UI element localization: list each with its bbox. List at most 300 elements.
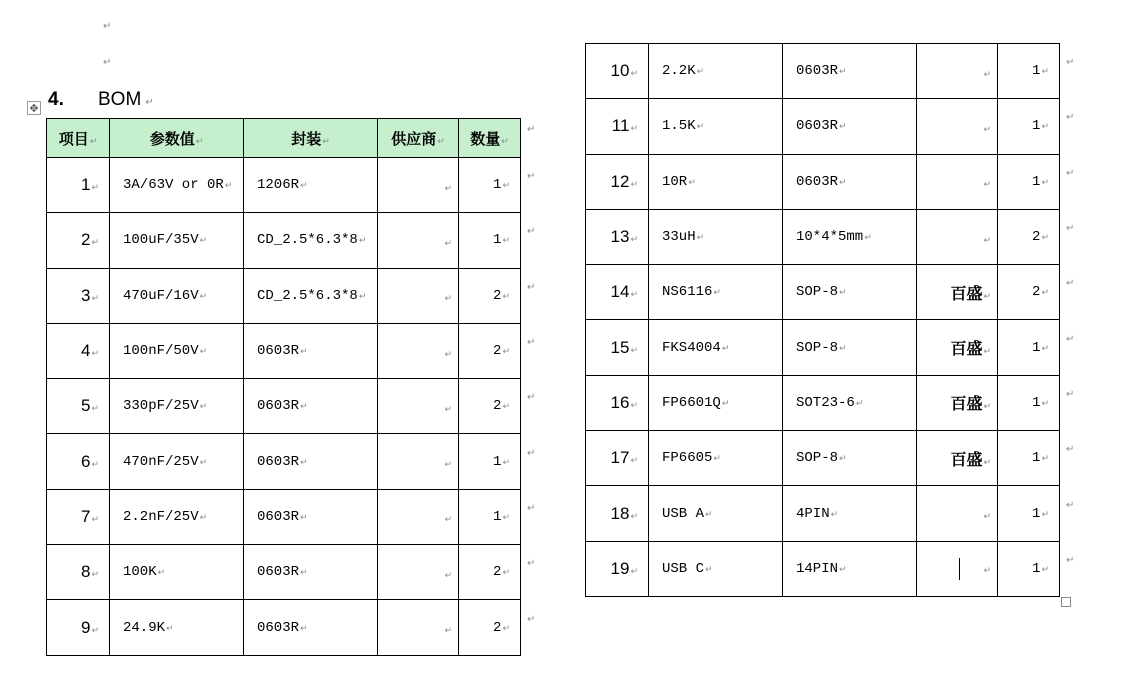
paragraph-mark-icon: ↵ — [502, 347, 510, 358]
paragraph-mark-icon: ↵ — [839, 288, 847, 299]
cell-supplier[interactable] — [378, 213, 459, 268]
cell-supplier[interactable] — [917, 99, 998, 154]
bom-table-left — [46, 118, 521, 656]
paragraph-mark-icon: ↵ — [630, 124, 638, 135]
cell-quantity[interactable] — [998, 486, 1060, 541]
paragraph-mark-icon: ↵ — [839, 343, 847, 354]
cell-package-text: 0603R — [257, 508, 300, 525]
cell-value-text: FP6601Q — [662, 394, 721, 411]
cell-value[interactable] — [110, 434, 244, 489]
cell-value[interactable] — [110, 489, 244, 544]
cell-item-no[interactable] — [47, 268, 110, 323]
cell-package[interactable] — [783, 541, 917, 596]
cell-quantity[interactable] — [998, 320, 1060, 375]
cell-supplier[interactable] — [378, 600, 459, 655]
cell-value[interactable] — [649, 541, 783, 596]
cell-value[interactable] — [649, 320, 783, 375]
table-row — [586, 375, 1060, 430]
paragraph-mark-icon: ↵ — [300, 181, 308, 192]
cell-item-no-text: 13 — [610, 227, 630, 247]
cell-item-no-text: 12 — [610, 171, 630, 191]
paragraph-mark-icon: ↵ — [502, 512, 510, 523]
paragraph-mark-icon: ↵ — [830, 509, 839, 520]
paragraph-mark-icon: ↵ — [839, 177, 847, 188]
bom-table-right — [585, 43, 1060, 597]
row-end-mark-icon: ↵ — [1066, 554, 1075, 566]
cell-quantity-text: 1 — [493, 508, 502, 525]
cell-package-text: 0603R — [257, 398, 300, 415]
cell-value-text: 100K — [123, 564, 157, 581]
cell-item-no-text: 4 — [80, 341, 91, 361]
cell-supplier[interactable] — [917, 154, 998, 209]
cell-quantity-text: 1 — [1032, 339, 1041, 356]
cell-quantity[interactable] — [459, 158, 521, 213]
paragraph-mark-icon: ↵ — [983, 512, 991, 523]
paragraph-mark-icon: ↵ — [444, 238, 452, 249]
cell-quantity[interactable] — [459, 434, 521, 489]
paragraph-mark-icon: ↵ — [696, 67, 705, 78]
paragraph-mark-icon: ↵ — [630, 511, 638, 522]
cell-value[interactable] — [649, 486, 783, 541]
cell-item-no-text: 9 — [80, 617, 91, 637]
cell-package[interactable] — [244, 268, 378, 323]
row-end-mark-icon: ↵ — [527, 124, 536, 135]
paragraph-mark-icon: ↵ — [721, 398, 730, 409]
paragraph-mark-icon: ↵ — [91, 625, 99, 636]
cell-package-text: SOP-8 — [796, 450, 839, 467]
paragraph-mark-icon: ↵ — [157, 568, 166, 579]
cell-supplier[interactable] — [917, 486, 998, 541]
cell-supplier[interactable] — [917, 265, 998, 320]
cell-item-no-text: 1 — [80, 175, 91, 195]
cell-value[interactable] — [649, 265, 783, 320]
cell-package[interactable] — [244, 545, 378, 600]
paragraph-mark-icon: ↵ — [839, 122, 847, 133]
cell-quantity-text: 1 — [1032, 450, 1041, 467]
cell-supplier[interactable] — [917, 375, 998, 430]
cell-item-no[interactable] — [47, 323, 110, 378]
cell-value-text: FP6605 — [662, 450, 713, 467]
paragraph-mark-icon: ↵ — [199, 236, 208, 247]
row-end-mark-icon: ↵ — [527, 558, 536, 570]
table-header-row — [47, 119, 521, 158]
cell-package-text: 4PIN — [796, 505, 830, 522]
cell-item-no[interactable] — [586, 486, 649, 541]
table-resize-handle-icon[interactable] — [1061, 597, 1071, 607]
cell-supplier[interactable] — [378, 379, 459, 434]
cell-item-no[interactable] — [586, 541, 649, 596]
cell-quantity-text: 2 — [493, 343, 502, 360]
cell-package[interactable] — [244, 434, 378, 489]
row-end-mark-icon: ↵ — [527, 613, 536, 625]
cell-item-no[interactable] — [586, 99, 649, 154]
cell-quantity[interactable] — [459, 323, 521, 378]
row-end-mark-icon: ↵ — [527, 281, 536, 293]
cell-supplier[interactable] — [378, 268, 459, 323]
cell-quantity[interactable] — [459, 268, 521, 323]
cell-value-text: FKS4004 — [662, 339, 721, 356]
paragraph-mark-icon: ↵ — [1041, 67, 1049, 78]
row-end-mark-icon: ↵ — [527, 392, 536, 404]
cell-value[interactable] — [649, 44, 783, 99]
cell-quantity[interactable] — [998, 541, 1060, 596]
cell-quantity-text: 1 — [1032, 505, 1041, 522]
cell-item-no[interactable] — [47, 489, 110, 544]
paragraph-mark-icon: ↵ — [630, 179, 638, 190]
paragraph-mark-icon: ↵ — [444, 349, 452, 360]
table-row — [47, 600, 521, 655]
cell-quantity-text: 2 — [493, 564, 502, 581]
paragraph-mark-icon: ↵ — [91, 183, 99, 194]
paragraph-mark-icon: ↵ — [983, 566, 991, 577]
cell-item-no-text: 15 — [610, 337, 630, 357]
cell-quantity[interactable] — [459, 489, 521, 544]
table-row — [586, 320, 1060, 375]
paragraph-mark-icon: ↵ — [630, 290, 638, 301]
paragraph-mark-icon: ↵ — [696, 122, 705, 133]
cell-value[interactable] — [649, 209, 783, 264]
paragraph-mark-icon: ↵ — [1041, 398, 1049, 409]
header-quantity[interactable]: 数量↵ — [459, 119, 521, 158]
paragraph-mark-icon: ↵ — [1041, 233, 1049, 244]
cell-package-text: SOP-8 — [796, 339, 839, 356]
cell-supplier[interactable] — [378, 434, 459, 489]
cell-item-no-text: 3 — [80, 285, 91, 305]
table-row — [47, 379, 521, 434]
cell-supplier[interactable] — [378, 158, 459, 213]
cell-supplier[interactable] — [917, 44, 998, 99]
row-end-mark-icon: ↵ — [527, 337, 536, 349]
paragraph-mark-icon: ↵ — [630, 566, 638, 577]
paragraph-mark-icon: ↵ — [1041, 177, 1049, 188]
cell-item-no[interactable] — [586, 265, 649, 320]
cell-value-text: USB C — [662, 560, 705, 577]
paragraph-mark-icon: ↵ — [983, 291, 991, 302]
paragraph-mark-icon: ↵ — [1041, 564, 1049, 575]
paragraph-mark-icon: ↵ — [983, 69, 991, 80]
cell-item-no[interactable] — [47, 158, 110, 213]
paragraph-mark-icon: ↵ — [300, 457, 308, 468]
paragraph-mark-icon: ↵ — [358, 236, 367, 247]
cell-item-no[interactable] — [47, 434, 110, 489]
cell-value-text: 2.2K — [662, 63, 696, 80]
cell-item-no[interactable] — [586, 154, 649, 209]
text-cursor — [959, 558, 960, 580]
cell-item-no[interactable] — [586, 375, 649, 430]
cell-package[interactable] — [244, 158, 378, 213]
table-row — [586, 209, 1060, 264]
cell-package[interactable] — [244, 489, 378, 544]
paragraph-mark-icon: ↵ — [983, 457, 991, 468]
paragraph-mark-icon: ↵ — [444, 570, 452, 581]
row-end-mark-icon: ↵ — [527, 502, 536, 514]
cell-quantity-text: 2 — [493, 398, 502, 415]
table-move-handle-icon[interactable]: ✥ — [27, 101, 41, 115]
cell-value-text: 1.5K — [662, 118, 696, 135]
table-row — [47, 268, 521, 323]
cell-package-text: 0603R — [796, 173, 839, 190]
table-row — [47, 489, 521, 544]
paragraph-mark-icon: ↵ — [839, 454, 847, 465]
section-heading — [48, 88, 154, 115]
paragraph-mark-icon: ↵ — [855, 398, 864, 409]
row-end-mark-icon: ↵ — [1066, 278, 1075, 290]
cell-supplier[interactable] — [917, 320, 998, 375]
cell-package[interactable] — [783, 44, 917, 99]
cell-package[interactable] — [783, 99, 917, 154]
paragraph-mark-icon: ↵ — [444, 460, 452, 471]
cell-item-no-text: 2 — [80, 230, 91, 250]
paragraph-mark-icon: ↵ — [91, 238, 99, 249]
cell-item-no[interactable] — [586, 320, 649, 375]
cell-quantity-text: 1 — [493, 177, 502, 194]
cell-package[interactable] — [783, 375, 917, 430]
table-row — [586, 44, 1060, 99]
cell-quantity-text: 2 — [493, 619, 502, 636]
cell-quantity-text: 2 — [1032, 284, 1041, 301]
cell-supplier[interactable] — [378, 489, 459, 544]
cell-quantity[interactable] — [459, 545, 521, 600]
cell-item-no[interactable] — [586, 44, 649, 99]
paragraph-mark-icon: ↵ — [444, 183, 452, 194]
cell-quantity-text: 1 — [493, 232, 502, 249]
cell-package-text: 0603R — [257, 619, 300, 636]
table-row — [586, 541, 1060, 596]
paragraph-mark-icon: ↵ — [1041, 122, 1049, 133]
paragraph-mark-icon: ↵ — [300, 347, 308, 358]
cell-value-text: 33uH — [662, 229, 696, 246]
cell-item-no[interactable] — [586, 209, 649, 264]
heading-number: 4. — [48, 89, 64, 110]
cell-quantity[interactable] — [998, 265, 1060, 320]
cell-value[interactable] — [110, 379, 244, 434]
cell-package-text: 10*4*5mm — [796, 229, 864, 246]
cell-quantity[interactable] — [459, 379, 521, 434]
cell-value[interactable] — [649, 154, 783, 209]
cell-package[interactable] — [783, 320, 917, 375]
header-package[interactable]: 封装↵ — [244, 119, 378, 158]
cell-package-text: 0603R — [796, 118, 839, 135]
paragraph-mark-icon: ↵ — [983, 180, 991, 191]
paragraph-mark-icon: ↵ — [630, 400, 638, 411]
cell-item-no-text: 7 — [80, 506, 91, 526]
paragraph-mark-icon: ↵ — [705, 509, 713, 520]
cell-package-text: CD_2.5*6.3*8 — [257, 287, 358, 304]
cell-supplier[interactable] — [917, 209, 998, 264]
cell-item-no[interactable] — [47, 379, 110, 434]
cell-supplier-text: 百盛 — [950, 339, 983, 359]
table-row — [586, 265, 1060, 320]
row-end-mark-icon: ↵ — [527, 447, 536, 459]
cell-package[interactable] — [244, 323, 378, 378]
header-value[interactable]: 参数值↵ — [110, 119, 244, 158]
cell-item-no-text: 10 — [610, 61, 630, 81]
paragraph-mark-icon: ↵ — [502, 236, 510, 247]
cell-supplier[interactable] — [378, 323, 459, 378]
paragraph-mark-icon: ↵ — [502, 181, 510, 192]
paragraph-mark-icon: ↵ — [103, 21, 112, 32]
cell-value-text: 330pF/25V — [123, 398, 199, 415]
cell-value-text: 2.2nF/25V — [123, 508, 199, 525]
row-end-mark-icon: ↵ — [527, 171, 536, 183]
cell-value[interactable] — [110, 268, 244, 323]
cell-quantity-text: 1 — [493, 453, 502, 470]
paragraph-mark-icon: ↵ — [300, 402, 308, 413]
cell-value[interactable] — [110, 323, 244, 378]
cell-package[interactable] — [783, 431, 917, 486]
cell-supplier[interactable] — [378, 545, 459, 600]
paragraph-mark-icon: ↵ — [713, 288, 721, 299]
cell-package-text: 0603R — [796, 63, 839, 80]
paragraph-mark-icon: ↵ — [199, 457, 208, 468]
paragraph-mark-icon: ↵ — [103, 57, 112, 68]
paragraph-mark-icon: ↵ — [300, 568, 308, 579]
header-item[interactable]: 项目↵ — [47, 119, 110, 158]
paragraph-mark-icon: ↵ — [696, 233, 705, 244]
paragraph-mark-icon: ↵ — [199, 402, 208, 413]
paragraph-mark-icon: ↵ — [983, 402, 991, 413]
cell-supplier-text: 百盛 — [950, 394, 983, 414]
paragraph-mark-icon: ↵ — [688, 177, 696, 188]
cell-package[interactable] — [783, 265, 917, 320]
cell-package[interactable] — [244, 379, 378, 434]
row-end-mark-icon: ↵ — [1066, 499, 1075, 511]
cell-value-text: 100nF/50V — [123, 343, 199, 360]
table-row — [47, 158, 521, 213]
cell-value[interactable] — [110, 213, 244, 268]
paragraph-mark-icon: ↵ — [91, 293, 99, 304]
cell-quantity-text: 2 — [1032, 229, 1041, 246]
cell-quantity[interactable] — [998, 431, 1060, 486]
cell-item-no-text: 11 — [611, 116, 630, 136]
paragraph-mark-icon: ↵ — [199, 512, 208, 523]
table-row — [47, 213, 521, 268]
cell-quantity[interactable] — [998, 154, 1060, 209]
paragraph-mark-icon: ↵ — [630, 456, 638, 467]
cell-quantity[interactable] — [998, 44, 1060, 99]
cell-value[interactable] — [110, 158, 244, 213]
paragraph-mark-icon: ↵ — [630, 345, 638, 356]
paragraph-mark-icon: ↵ — [1041, 509, 1049, 520]
cell-supplier-text: 百盛 — [950, 449, 983, 469]
table-row — [586, 431, 1060, 486]
cell-item-no-text: 5 — [80, 396, 91, 416]
cell-quantity[interactable] — [998, 99, 1060, 154]
paragraph-mark-icon: ↵ — [630, 235, 638, 246]
paragraph-mark-icon: ↵ — [630, 69, 638, 80]
row-end-mark-icon: ↵ — [1066, 388, 1075, 400]
cell-package-text: 1206R — [257, 177, 300, 194]
cell-package[interactable] — [783, 209, 917, 264]
cell-quantity[interactable] — [998, 209, 1060, 264]
table-row — [47, 434, 521, 489]
cell-value-text: 10R — [662, 173, 688, 190]
paragraph-mark-icon: ↵ — [444, 404, 452, 415]
cell-item-no[interactable] — [47, 600, 110, 655]
paragraph-mark-icon: ↵ — [502, 457, 510, 468]
cell-quantity-text: 1 — [1032, 173, 1041, 190]
cell-package[interactable] — [783, 486, 917, 541]
cell-value-text: USB A — [662, 505, 705, 522]
cell-package[interactable] — [244, 600, 378, 655]
cell-package-text: 14PIN — [796, 560, 839, 577]
paragraph-mark-icon: ↵ — [145, 97, 154, 108]
paragraph-mark-icon: ↵ — [224, 181, 233, 192]
cell-value[interactable] — [649, 99, 783, 154]
cell-quantity[interactable] — [998, 375, 1060, 430]
paragraph-mark-icon: ↵ — [502, 623, 510, 634]
paragraph-mark-icon: ↵ — [444, 626, 452, 637]
header-supplier[interactable]: 供应商↵ — [378, 119, 459, 158]
paragraph-mark-icon: ↵ — [91, 459, 99, 470]
cell-value[interactable] — [110, 545, 244, 600]
cell-item-no-text: 8 — [80, 562, 91, 582]
cell-item-no-text: 14 — [610, 282, 630, 302]
paragraph-mark-icon: ↵ — [300, 623, 308, 634]
cell-quantity[interactable] — [459, 213, 521, 268]
paragraph-mark-icon: ↵ — [705, 564, 713, 575]
row-end-mark-icon: ↵ — [1066, 444, 1075, 456]
paragraph-mark-icon: ↵ — [864, 233, 872, 244]
paragraph-mark-icon: ↵ — [983, 124, 991, 135]
row-end-mark-icon: ↵ — [1066, 112, 1075, 124]
cell-value-text: 470uF/16V — [123, 287, 199, 304]
table-row — [586, 486, 1060, 541]
cell-value[interactable] — [649, 375, 783, 430]
cell-package-text: 0603R — [257, 343, 300, 360]
cell-value-text: NS6116 — [662, 284, 713, 301]
cell-quantity-text: 1 — [1032, 560, 1041, 577]
cell-item-no-text: 16 — [610, 392, 630, 412]
paragraph-mark-icon: ↵ — [839, 67, 847, 78]
paragraph-mark-icon: ↵ — [502, 402, 510, 413]
cell-supplier-text: 百盛 — [950, 283, 983, 303]
cell-package-text: SOP-8 — [796, 284, 839, 301]
row-end-mark-icon: ↵ — [1066, 167, 1075, 179]
cell-item-no[interactable] — [47, 213, 110, 268]
cell-item-no-text: 18 — [610, 503, 630, 523]
paragraph-mark-icon: ↵ — [721, 343, 730, 354]
row-end-mark-icon: ↵ — [1066, 333, 1075, 345]
cell-item-no-text: 6 — [80, 451, 91, 471]
cell-value-text: 3A/63V or 0R — [123, 177, 224, 194]
cell-package[interactable] — [244, 213, 378, 268]
cell-value[interactable] — [110, 600, 244, 655]
cell-item-no[interactable] — [586, 431, 649, 486]
cell-item-no-text: 17 — [610, 448, 630, 468]
row-end-mark-icon: ↵ — [527, 226, 536, 238]
paragraph-mark-icon: ↵ — [91, 514, 99, 525]
cell-quantity-text: 1 — [1032, 118, 1041, 135]
table-row — [586, 154, 1060, 209]
cell-value[interactable] — [649, 431, 783, 486]
heading-title: BOM — [98, 89, 142, 110]
cell-supplier[interactable] — [917, 541, 998, 596]
row-end-mark-icon: ↵ — [1066, 223, 1075, 235]
paragraph-mark-icon: ↵ — [444, 515, 452, 526]
cell-package[interactable] — [783, 154, 917, 209]
cell-supplier[interactable] — [917, 431, 998, 486]
row-end-mark-icon: ↵ — [1066, 57, 1075, 69]
cell-package-text: 0603R — [257, 453, 300, 470]
cell-package-text: SOT23-6 — [796, 394, 855, 411]
paragraph-mark-icon: ↵ — [358, 291, 367, 302]
cell-package-text: CD_2.5*6.3*8 — [257, 232, 358, 249]
cell-quantity[interactable] — [459, 600, 521, 655]
paragraph-mark-icon: ↵ — [166, 623, 174, 634]
cell-item-no[interactable] — [47, 545, 110, 600]
paragraph-mark-icon: ↵ — [91, 570, 99, 581]
